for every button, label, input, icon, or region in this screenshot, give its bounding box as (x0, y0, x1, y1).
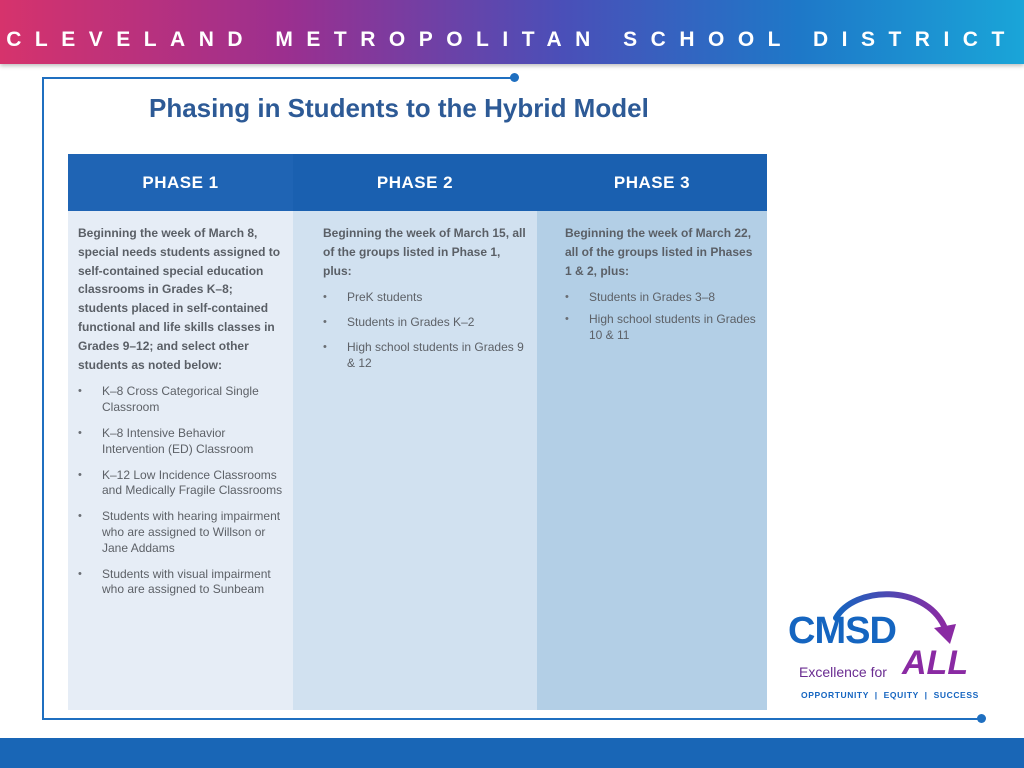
phase-1-list (78, 384, 283, 598)
phases-table (68, 154, 767, 710)
logo-tagline: OPPORTUNITY | EQUITY | SUCCESS (801, 690, 979, 700)
phase-2-intro: Beginning the week of March 15, all of the groups listed in Phase 1, plus: (323, 226, 526, 278)
phase-2-column (293, 154, 537, 710)
cmsd-logo (784, 584, 984, 706)
list-item: • Students with visual impairment who are assigned to Sunbeam (78, 567, 283, 599)
logo-wordmark: CMSD (788, 610, 896, 652)
phase-1-body (68, 211, 293, 598)
phase-2-list (323, 290, 527, 371)
phase-3-list (565, 290, 757, 343)
phase-1-heading: PHASE 1 (68, 154, 293, 211)
page-title: Phasing in Students to the Hybrid Model (149, 93, 649, 123)
list-item: • K–12 Low Incidence Classrooms and Medically Fragile Classrooms (78, 468, 283, 500)
phase-3-heading: PHASE 3 (537, 154, 767, 211)
phase-3-column (537, 154, 767, 710)
header-bar (0, 0, 1024, 64)
footer-bar (0, 738, 1024, 768)
frame-dot-top (510, 73, 519, 82)
list-item: • K–8 Intensive Behavior Intervention (ED) Classroom (78, 426, 283, 458)
list-item: • K–8 Cross Categorical Single Classroom (78, 384, 283, 416)
phase-3-intro: Beginning the week of March 22, all of the groups listed in Phases 1 & 2, plus: (565, 226, 753, 278)
frame-line-bottom (42, 718, 982, 720)
phase-1-column (68, 154, 293, 710)
phase-1-intro: Beginning the week of March 8, special needs students assigned to self-contained special education classrooms in Grades K–8; students placed in self-contained functional and life skills classes in Grades 9–12; and select other students as noted below: (78, 226, 281, 372)
list-item: • Students in Grades 3–8 (565, 290, 757, 306)
list-item: • High school students in Grades 9 & 12 (323, 340, 527, 372)
phase-3-body (537, 211, 767, 344)
list-item: • Students with hearing impairment who are assigned to Willson or Jane Addams (78, 509, 283, 556)
district-name: CLEVELAND METROPOLITAN SCHOOL DISTRICT (6, 28, 1018, 51)
list-item: • Students in Grades K–2 (323, 315, 527, 331)
frame-dot-bottom (977, 714, 986, 723)
phase-2-body (293, 211, 537, 372)
phase-2-heading: PHASE 2 (293, 154, 537, 211)
list-item: • PreK students (323, 290, 527, 306)
frame-line-top (42, 77, 515, 79)
list-item: • High school students in Grades 10 & 11 (565, 312, 757, 344)
logo-excellence-text: Excellence for (799, 664, 887, 680)
frame-line-left (42, 77, 44, 720)
logo-all-text: ALL (902, 644, 969, 682)
